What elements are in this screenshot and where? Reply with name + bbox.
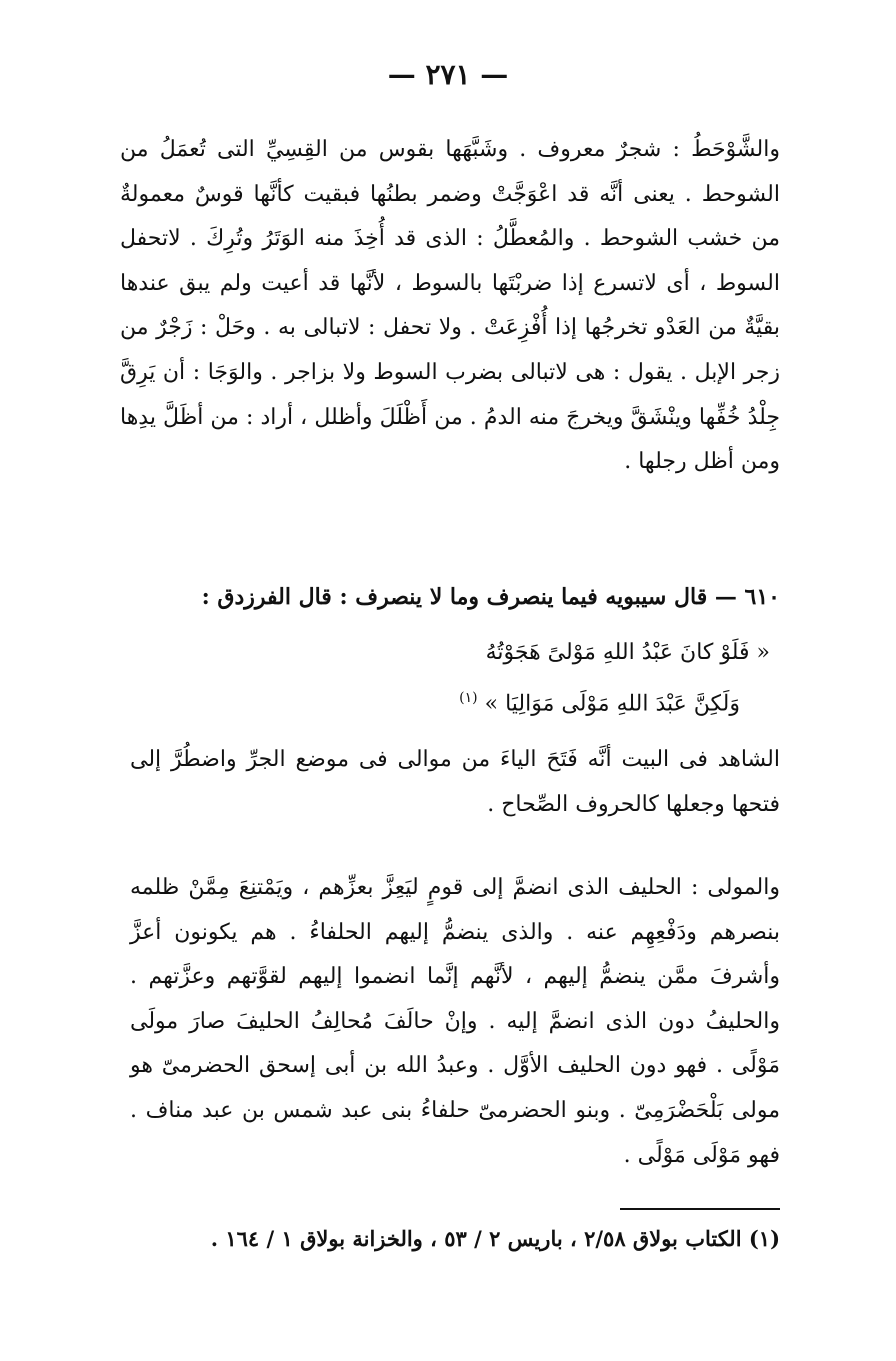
verse-first-hemistich: « فَلَوْ كانَ عَبْدُ اللهِ مَوْلىً هَجَوْتُهُ bbox=[485, 640, 770, 665]
verse-second-hemistich bbox=[130, 690, 780, 716]
paragraph-2: الشاهد فى البيت أنَّه فَتَحَ الياءَ من موالى فى موضع الجرِّ واضطُرَّ إلى فتحها وجعلها كالحروف الصِّحاح . bbox=[130, 747, 780, 817]
entry-heading: ٦١٠ — قال سيبويه فيما ينصرف وما لا ينصرف : قال الفرزدق : bbox=[201, 584, 780, 610]
page-number: — ٢٧١ — bbox=[387, 58, 509, 91]
footnote: (١) الكتاب بولاق ٢/٥٨ ، باريس ٢ / ٥٣ ، والخزانة بولاق ١ / ١٦٤ . bbox=[210, 1226, 780, 1251]
footnote-divider bbox=[620, 1208, 780, 1210]
footnote-marker: (١) bbox=[459, 690, 478, 706]
verse-second-text: وَلَكِنَّ عَبْدَ اللهِ مَوْلَى مَوَالِيَا » bbox=[484, 691, 740, 717]
paragraph-1: والشَّوْحَطُ : شجرٌ معروف . وشَبَّهَها بقوس من القِسِيِّ التى تُعمَلُ من الشوحط . يعنى أنَّه قد اعْوَجَّتْ وضمر بطنُها فبقيت كأنَّها قوسٌ معمولةٌ من خشب الشوحط . والمُعطَّلُ : الذى قد أُخِذَ منه الوَتَرُ وتُرِكَ . لاتحفل السوط ، أى لاتسرع إذا ضربْتَها بالسوط ، لأنَّها قد أعيت ولم يبق عندها بقيَّةٌ من العَدْو تخرجُها إذا أُفْزِعَتْ . ولا تحفل : لاتبالى به . وحَلْ : زَجْرٌ من زجر الإبل . يقول : هى لاتبالى بضرب السوط ولا بزاجر . والوَجَا : أن يَرِقَّ جِلْدُ خُفِّها وينْشَقَّ ويخرجَ منه الدمُ . من أَظْلَلَ وأظلل ، أراد : من أظَلَّ يدِها ومن أظل رجلها . bbox=[120, 137, 780, 475]
paragraph-commentary bbox=[120, 128, 780, 485]
paragraph-3: والمولى : الحليف الذى انضمَّ إلى قومٍ ليَعِزَّ بعزِّهم ، ويَمْتنِعَ مِمَّنْ ظلمه بنصرهم ودَفْعِهِم عنه . والذى ينضمُّ إليهم الحلفاءُ . هم يكونون أعزَّ وأشرفَ ممَّن ينضمُّ إليهم ، لأنَّهم إنَّما انضموا إليهم لقوَّتهم وعزَّتهم . والحليفُ دون الذى انضمَّ إليه . وإنْ حالَفَ مُحالِفُ الحليفَ صارَ مولَى مَوْلًى . فهو دون الحليف الأوَّل . وعبدُ الله بن أبى إسحق الحضرمىّ هو مولى بَلْحَضْرَمِىّ . وبنو الحضرمىّ حلفاءُ بنى عبد شمس بن عبد مناف . فهو مَوْلَى مَوْلًى . bbox=[130, 875, 780, 1168]
